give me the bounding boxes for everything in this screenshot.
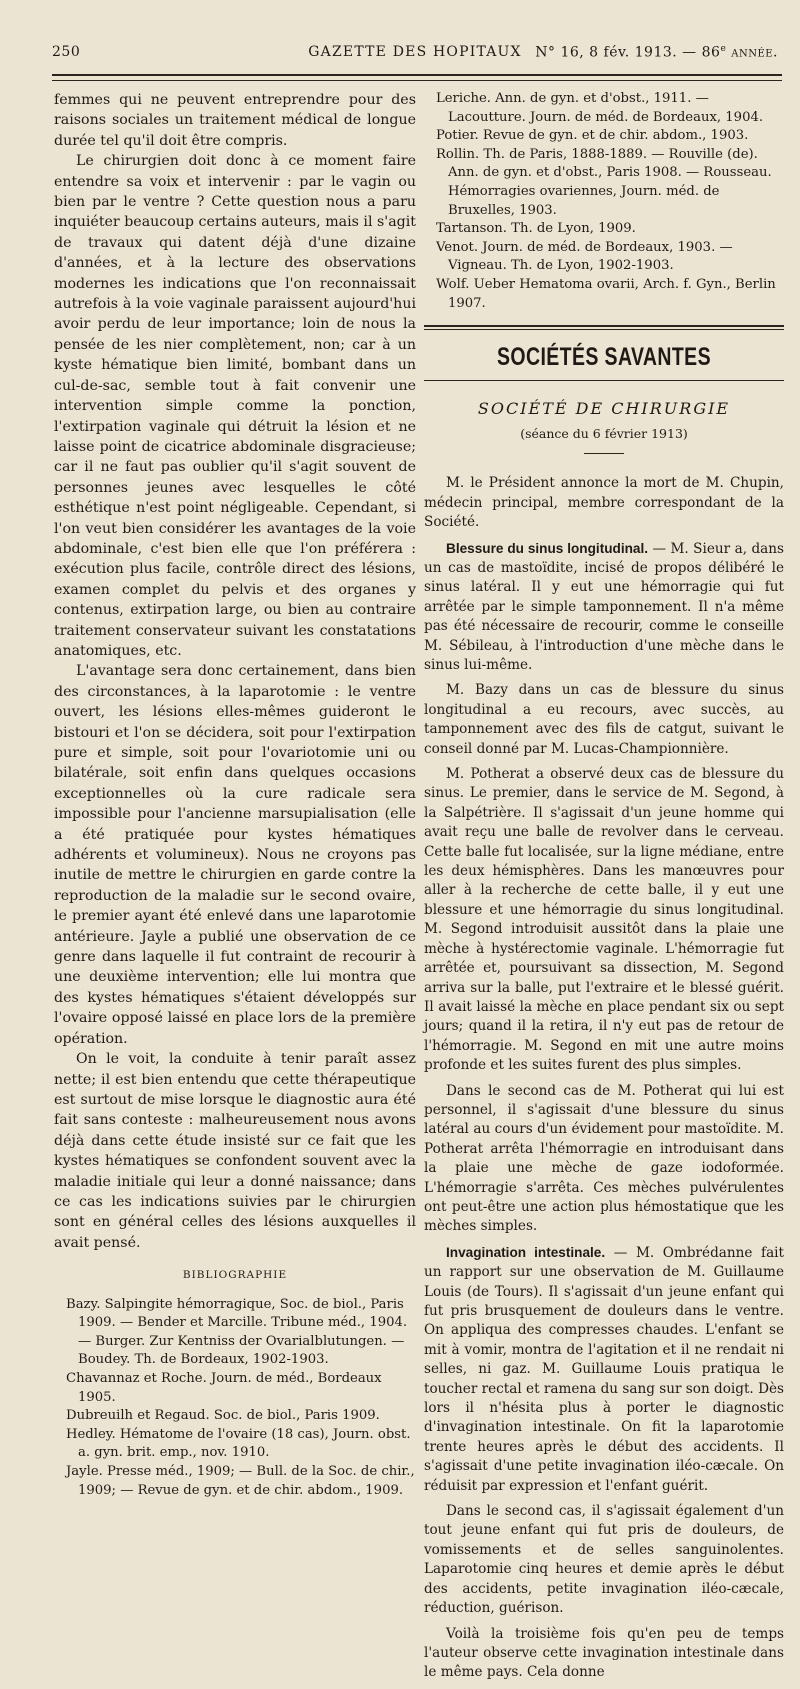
bibliography-heading: BIBLIOGRAPHIE [182,1269,288,1282]
issue-annee: année. [731,44,778,61]
paragraph-text: M. Bazy dans un cas de blessure du sinus longitudinal a eu recours, avec succès, au tamponnement avec des fils de catgut, suivant le conseil donné par M. Lucas-Championnière. [424,682,784,757]
bibliography-entry: Chavannaz et Roche. Journ. de méd., Bordeaux 1905. [66,1370,382,1405]
bibliography-list-left [54,1296,416,1501]
society-paragraph [424,474,784,532]
bibliography-entry: Bazy. Salpingite hémorragique, Soc. de biol., Paris 1909. — Bender et Marcille. Tribune méd., 1904. — Burger. Zur Kentniss der Ovarialblutungen. — Boudey. Th. de Bordeaux, 1902-1903. [66,1296,408,1368]
society-paragraph [424,1502,784,1618]
issue-superscript: e [720,44,727,54]
bibliography-entry: Potier. Revue de gyn. et de chir. abdom., 1903. [436,128,749,144]
section-rule-under-title [424,380,784,381]
bibliography-entry: Dubreuilh et Regaud. Soc. de biol., Paris 1909. [66,1408,380,1424]
paragraph-lead: Invagination intestinale. [446,1244,606,1260]
header-rule-thin [52,80,782,81]
page-header [52,44,778,64]
paragraph-text: Dans le second cas de M. Potherat qui lui est personnel, il s'agissait d'une blessure du sinus latéral au cours d'un évidement pour mastoïdite. M. Potherat arrêta l'hémorragie en introduisant dans la plaie une mèche de gaze iodoformée. L'hémorragie s'arrêta. Ces mèches pulvérulentes ont peut-être une action plus hémostatique que les mèches simples. [424,1082,784,1235]
right-column [424,90,784,1689]
paragraph-text: — M. Sieur a, dans un cas de mastoïdite, incisé de propos délibéré le sinus latéral. Il y eut une hémorragie qui fut arrêtée par le simple tamponnement. Il n'a même pas été nécessaire de recourir, comme le conseille M. Sébileau, à l'introduction d'une mèche dans le sinus lui-même. [424,540,784,673]
section-title: SOCIÉTÉS SAVANTES [497,343,711,372]
bibliography-entry: Rollin. Th. de Paris, 1888-1889. — Rouville (de). Ann. de gyn. et d'obst., Paris 1908. — Rousseau. Hémorragies ovariennes, Journ. méd. de Bruxelles, 1903. [436,146,772,218]
paragraph-text: M. Potherat a observé deux cas de blessure du sinus. Le premier, dans le service de M. Segond, à la Salpétrière. Il s'agissait d'un jeune homme qui avait reçu une balle de revolver dans le cerveau. Cette balle fut localisée, sur la ligne médiane, entre les deux hémisphères. Dans les manœuvres pour aller à la recherche de cette balle, il y eut une blessure et une hémorragie du sinus longitudinal. M. Segond introduisit aussitôt dans la plaie une mèche à hystérectomie vaginale. L'hémorragie fut arrêtée et, poursuivant sa dissection, M. Segond arriva sur la balle, put l'extraire et le blessé guérit. Il avait laissé la mèche en place pendant six ou sept jours; quand il la retira, il n'y eut pas de retour de l'hémorragie. M. Segond en mit une autre moins profonde et les suites furent des plus simples. [424,766,784,1074]
page-number: 250 [52,44,81,60]
bibliography-entry: Hedley. Hématome de l'ovaire (18 cas), Journ. obst. a. gyn. brit. emp., nov. 1910. [66,1426,411,1461]
issue-number: N° 16, 8 fév. 1913. — 86 [535,44,721,61]
section-rule-thick [424,325,784,327]
society-paragraph [424,1082,784,1237]
issue-info [535,44,778,61]
seance-date: (séance du 6 février 1913) [520,425,688,441]
society-paragraph [424,1625,784,1683]
paragraph-lead: Blessure du sinus longitudinal. [446,540,649,556]
paragraph-text: M. le Président annonce la mort de M. Chupin, médecin principal, membre correspondant de la Société. [424,475,784,531]
bibliography-entry: Jayle. Presse méd., 1909; — Bull. de la Soc. de chir., 1909; — Revue de gyn. et de chir. abdom., 1909. [66,1463,415,1498]
header-rule-thick [52,74,782,76]
society-paragraph [424,681,784,759]
society-paragraph [424,1243,784,1496]
left-paragraph: On le voit, la conduite à tenir paraît assez nette; il est bien entendu que cette thérapeutique est surtout de mise lorsque le diagnostic aura été fait sans conteste : malheureusement nous avons déjà dans cette étude insisté sur ce fait que les kystes hématiques se confondent souvent avec la maladie initiale qui leur a donné naissance; dans ce cas les indications suivies par le chirurgien sont en général celles des lésions auxquelles il avait pensé. [54,1051,416,1251]
paragraph-text: — M. Ombrédanne fait un rapport sur une observation de M. Guillaume Louis (de Tours). Il s'agissait d'un jeune enfant qui fut pris brusquement de douleurs dans le ventre. On appliqua des compresses chaudes. L'enfant se mit à vomir, montra de l'agitation et il ne rendait ni selles, ni gaz. M. Guillaume Louis pratiqua le toucher rectal et ramena du sang sur son doigt. Dès lors il n'hésita plus à porter le diagnostic d'invagination intestinale. On fit la laparotomie trente heures après le début des accidents. Il s'agissait d'une petite invagination iléo-cæcale. On réduisit par expression et l'enfant guérit. [424,1244,784,1494]
left-paragraph: Le chirurgien doit donc à ce moment faire entendre sa voix et intervenir : par le vagin ou bien par le ventre ? Cette question nous a paru inquiéter beaucoup certains auteurs, mais il s'agit de travaux qui datent déjà d'une dizaine d'années, et à la lecture des observations modernes les indications que l'on reconnaissait autrefois à la voie vaginale paraissent aujourd'hui avoir perdu de leur importance; loin de nous la pensée de les nier complètement, non; car à un kyste hématique bien limité, bombant dans un cul-de-sac, semble tout à fait convenir une intervention simple comme la ponction, l'extirpation vaginale qui détruit la lésion et ne laisse point de cicatrice abdominale disgracieuse; car il ne faut pas oublier qu'il s'agit souvent de personnes jeunes avec lesquelles le côté esthétique n'est point négligeable. Cependant, si l'on veut bien considérer les avantages de la voie abdominale, c'est bien elle que l'on préférera : exécution plus facile, contrôle direct des lésions, examen complet du pelvis et des organes y contenus, extirpation large, ou bien au contraire traitement conservateur suivant les constatations anatomiques, etc. [54,153,416,659]
bibliography-entry: Wolf. Ueber Hematoma ovarii, Arch. f. Gyn., Berlin 1907. [436,276,776,311]
section-rule-thin [424,329,784,330]
paragraph-text: Dans le second cas, il s'agissait également d'un tout jeune enfant qui fut pris de douleurs, de vomissements et de selles sanguinolentes. Laparotomie cinq heures et demie après le début des accidents, petite invagination iléo-cæcale, réduction, guérison. [424,1503,784,1617]
society-title: SOCIÉTÉ DE CHIRURGIE [477,398,731,418]
left-paragraph: L'avantage sera donc certainement, dans bien des circonstances, à la laparotomie : le ventre ouvert, les lésions elles-mêmes guideront le bistouri et l'on se décidera, soit pour l'extirpation pure et simple, soit pour l'ovariotomie uni ou bilatérale, soit enfin dans quelques occasions exceptionnelles où la cure radicale sera impossible pour l'ancienne marsupialisation (elle a été pratiquée pour kystes hématiques adhérents et volumineux). Nous ne croyons pas inutile de mettre le chirurgien en garde contre la reproduction de la maladie sur le second ovaire, le premier ayant été enlevé dans une laparotomie antérieure. Jayle a publié une observation de ce genre dans laquelle il fut contraint de recourir à une deuxième intervention; elle lui montra que des kystes hématiques s'étaient développés sur l'ovaire opposé laissé en place lors de la première opération. [54,663,416,1047]
left-paragraph: femmes qui ne peuvent entreprendre pour des raisons sociales un traitement médical de longue durée tel qu'il doit être compris. [54,92,416,149]
left-column [54,90,416,1500]
bibliography-list-right [424,90,784,313]
society-paragraph [424,765,784,1076]
bibliography-entry: Leriche. Ann. de gyn. et d'obst., 1911. — Lacoutture. Journ. de méd. de Bordeaux, 1904. [436,91,764,125]
small-divider [584,453,624,454]
journal-title: GAZETTE DES HOPITAUX [308,44,522,60]
bibliography-entry: Tartanson. Th. de Lyon, 1909. [436,221,636,237]
society-paragraph [424,539,784,676]
bibliography-entry: Venot. Journ. de méd. de Bordeaux, 1903. — Vigneau. Th. de Lyon, 1902-1903. [436,239,733,274]
paragraph-text: Voilà la troisième fois qu'en peu de temps l'auteur observe cette invagination intestinale dans le même pays. Cela donne [424,1625,784,1681]
